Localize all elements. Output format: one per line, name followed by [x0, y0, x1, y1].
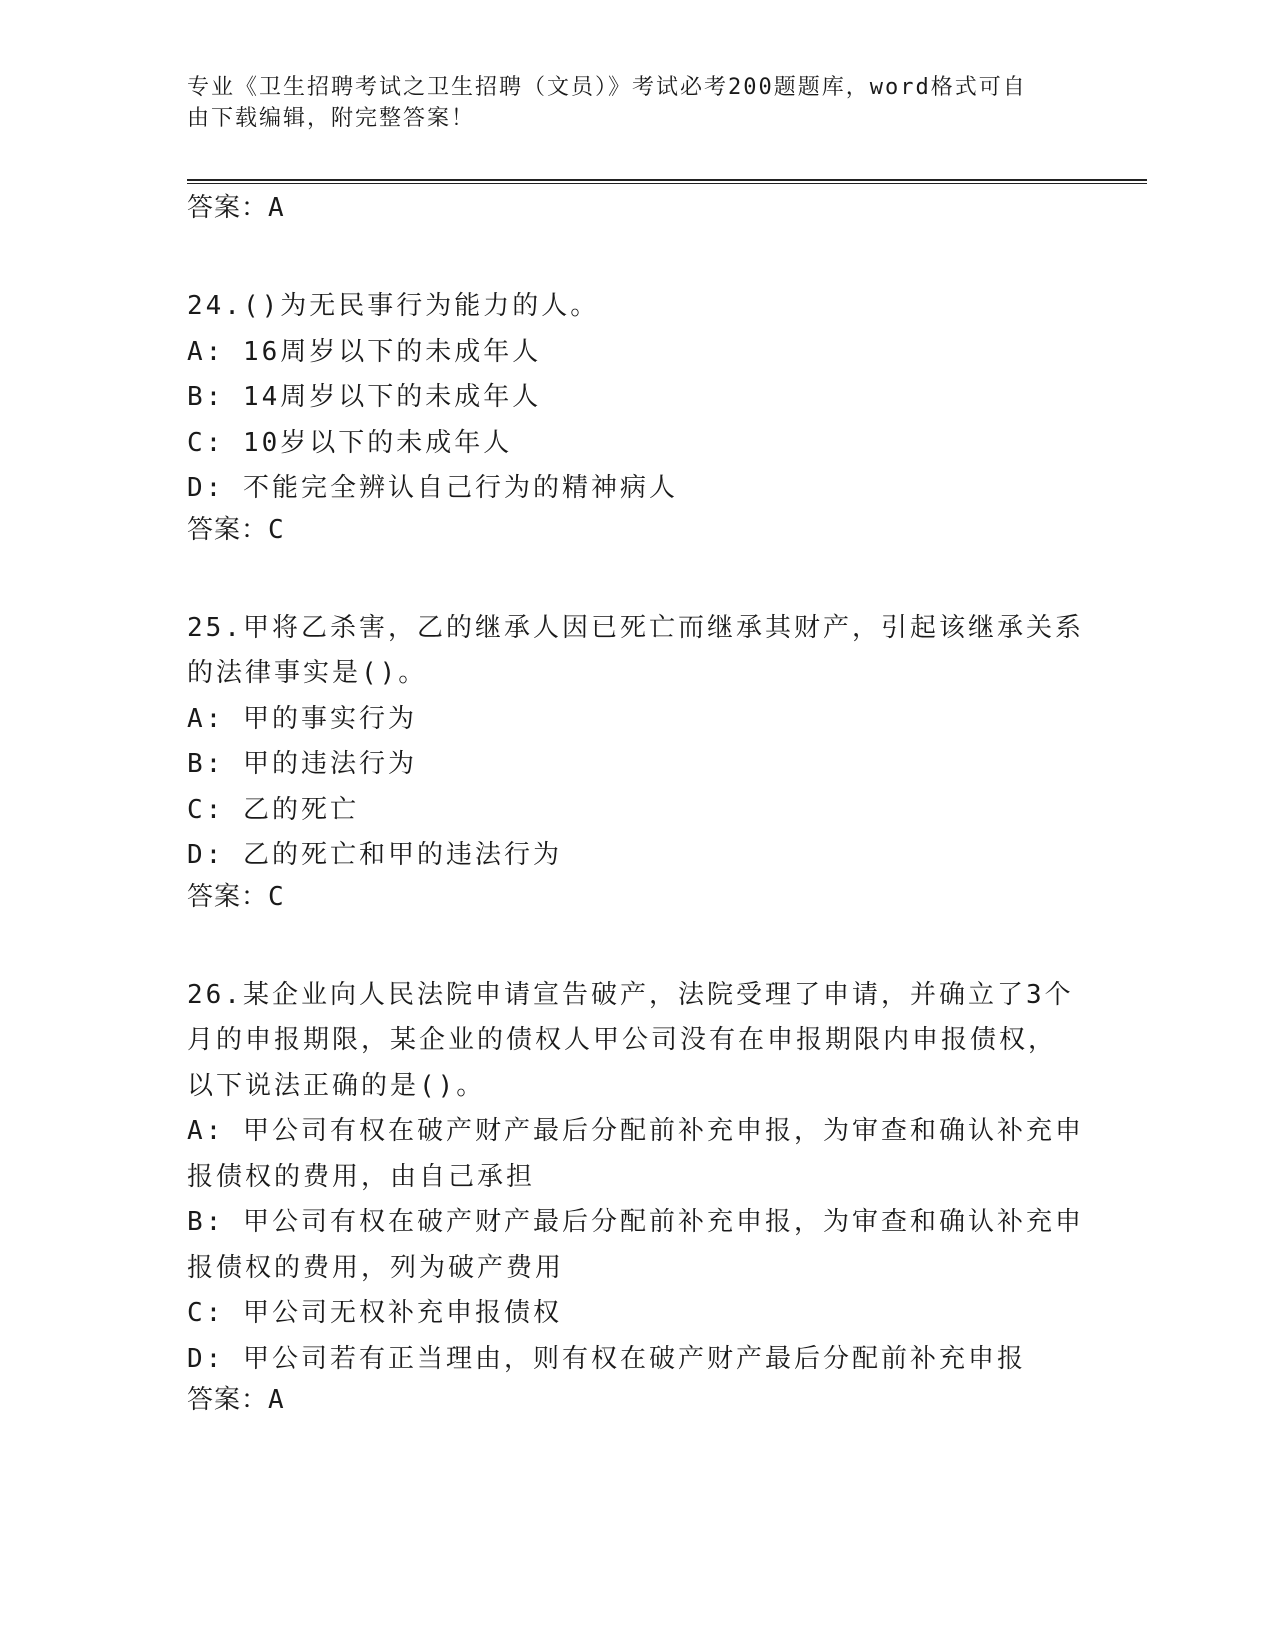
option-a: A: 16周岁以下的未成年人 [187, 336, 542, 367]
option-a: A: 甲公司有权在破产财产最后分配前补充申报，为审查和确认补充申 [187, 1116, 1084, 1146]
question-stem: 26.某企业向人民法院申请宣告破产，法院受理了申请，并确立了3个 [187, 979, 1074, 1010]
question-stem: 24.()为无民事行为能力的人。 [187, 291, 600, 321]
question-25 [187, 606, 1087, 927]
option-c: C: 乙的死亡 [187, 794, 359, 825]
option-b-continued: 报债权的费用，列为破产费用 [187, 1252, 565, 1283]
header-line-2: 由下载编辑，附完整答案！ [187, 106, 476, 131]
option-a: A: 甲的事实行为 [187, 703, 417, 734]
option-b: B: 甲的违法行为 [187, 749, 417, 779]
option-d: D: 乙的死亡和甲的违法行为 [187, 840, 562, 870]
spacer [187, 238, 1087, 284]
question-list [187, 190, 1087, 1430]
answer-key: A [268, 1385, 285, 1415]
answer-25 [187, 879, 1087, 927]
document-header [187, 72, 1067, 134]
question-24 [187, 284, 1087, 560]
answer-key: A [268, 193, 285, 223]
answer-key: C [268, 514, 285, 545]
option-a-continued: 报债权的费用，由自己承担 [187, 1161, 536, 1192]
answer-label: 答案： [187, 514, 269, 545]
question-stem: 以下说法正确的是()。 [187, 1070, 486, 1101]
option-b: B: 甲公司有权在破产财产最后分配前补充申报，为审查和确认补充申 [187, 1207, 1084, 1237]
answer-label: 答案： [187, 193, 269, 223]
option-c: C: 10岁以下的未成年人 [187, 427, 513, 458]
option-d: D: 甲公司若有正当理由，则有权在破产财产最后分配前补充申报 [187, 1343, 1026, 1374]
option-b: B: 14周岁以下的未成年人 [187, 382, 542, 412]
answer-24 [187, 512, 1087, 560]
answer-26 [187, 1382, 1087, 1430]
header-divider-thick [187, 179, 1147, 181]
header-divider-thin [187, 183, 1147, 184]
answer-label: 答案： [187, 881, 269, 912]
option-c: C: 甲公司无权补充申报债权 [187, 1298, 562, 1328]
question-stem: 的法律事实是()。 [187, 658, 428, 688]
spacer [187, 927, 1087, 973]
question-stem: 月的申报期限，某企业的债权人甲公司没有在申报期限内申报债权， [187, 1025, 1058, 1055]
answer-label: 答案： [187, 1385, 269, 1415]
spacer [187, 560, 1087, 606]
header-line-1: 专业《卫生招聘考试之卫生招聘（文员）》考试必考200题题库，word格式可自 [187, 75, 1027, 100]
option-d: D: 不能完全辨认自己行为的精神病人 [187, 473, 678, 503]
answer-key: C [268, 881, 285, 912]
question-26 [187, 973, 1087, 1431]
answer-23 [187, 190, 1087, 238]
question-stem: 25.甲将乙杀害，乙的继承人因已死亡而继承其财产，引起该继承关系 [187, 612, 1084, 643]
